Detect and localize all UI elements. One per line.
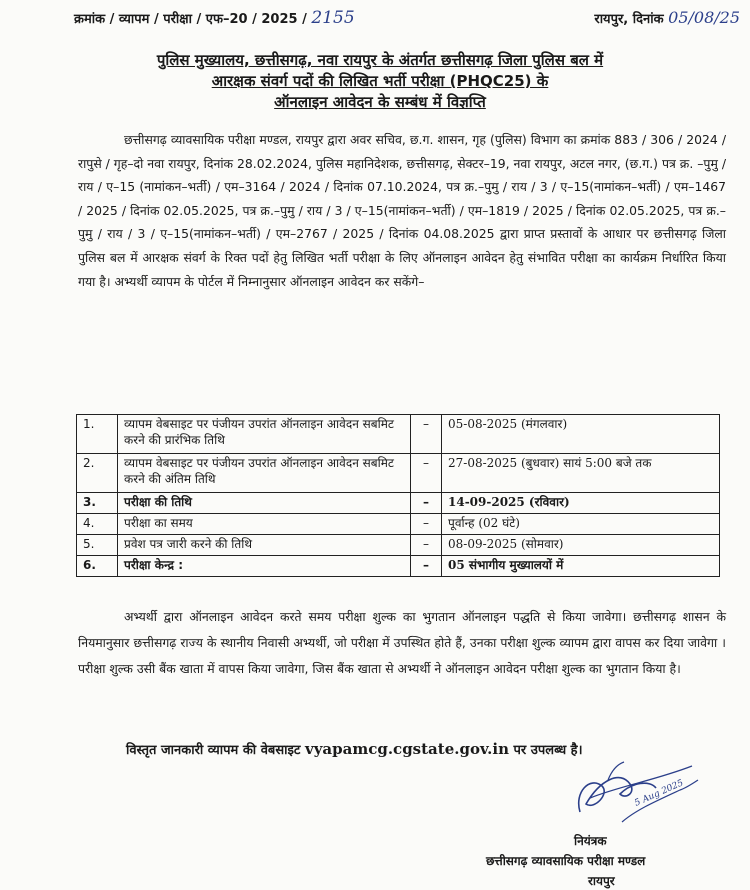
schedule-table (76, 414, 720, 577)
row-label: परीक्षा की तिथि (118, 493, 411, 514)
row-number: 2. (77, 454, 118, 493)
notice-title (40, 50, 720, 113)
row-dash: – (411, 556, 442, 577)
city-name: रायपुर (588, 874, 615, 888)
reference-prefix: क्रमांक / व्यापम / परीक्षा / एफ–20 / 2025 / (74, 12, 307, 27)
row-dash: – (411, 454, 442, 493)
intro-paragraph (78, 128, 726, 293)
website-info-prefix: विस्तृत जानकारी व्यापम की वेबसाइट (126, 743, 301, 758)
fee-paragraph-text: अभ्यर्थी द्वारा ऑनलाइन आवेदन करते समय परीक्षा शुल्क का भुगतान ऑनलाइन पद्धति से किया जावेगा। छत्तीसगढ़ शासन के नियमानुसार छत्तीसगढ़ राज्य के स्थानीय निवासी अभ्यर्थी, जो परीक्षा में उपस्थित होते हैं, उनका परीक्षा शुल्क व्यापम द्वारा वापस कर दिया जावेगा । परीक्षा शुल्क उसी बैंक खाता में वापस किया जावेगा, जिस बैंक खाता से अभ्यर्थी ने ऑनलाइन आवेदन परीक्षा शुल्क का भुगतान किया है। (78, 609, 726, 676)
website-info-suffix: पर उपलब्ध है। (513, 743, 583, 758)
table-row (77, 493, 720, 514)
row-label: व्यापम वेबसाइट पर पंजीयन उपरांत ऑनलाइन आवेदन सबमिट करने की प्रारंभिक तिथि (118, 415, 411, 454)
controller-signature (560, 740, 710, 830)
row-number: 3. (77, 493, 118, 514)
row-value: 27-08-2025 (बुधवार) सायं 5:00 बजे तक (442, 454, 720, 493)
row-label: व्यापम वेबसाइट पर पंजीयन उपरांत ऑनलाइन आवेदन सबमिट करने की अंतिम तिथि (118, 454, 411, 493)
fee-paragraph (78, 604, 726, 682)
row-value: 05-08-2025 (मंगलवार) (442, 415, 720, 454)
row-dash: – (411, 415, 442, 454)
table-row (77, 514, 720, 535)
intro-paragraph-text: छत्तीसगढ़ व्यावसायिक परीक्षा मण्डल, रायपुर द्वारा अवर सचिव, छ.ग. शासन, गृह (पुलिस) विभाग का क्रमांक 883 / 306 / 2024 / रापुसे / गृह–दो नवा रायपुर, दिनांक 28.02.2024, पुलिस महानिदेशक, छत्तीसगढ़, सेक्टर–19, नवा रायपुर, अटल नगर, (छ.ग.) पत्र क्र. –पुमु / राय / ए–15 (नामांकन–भर्ती) / एम–3164 / 2024 / दिनांक 07.10.2024, पत्र क्र.–पुमु / राय / 3 / ए–15(नामांकन–भर्ती) / एम–1467 / 2025 / दिनांक 02.05.2025, पत्र क्र.–पुमु / राय / 3 / ए–15(नामांकन–भर्ती) / एम–1819 / 2025 / दिनांक 02.05.2025, पत्र क्र.–पुमु / राय / 3 / ए–15(नामांकन–भर्ती) / एम–2767 / 2025 / दिनांक 04.08.2025 द्वारा प्राप्त प्रस्तावों के आधार पर छत्तीसगढ़ जिला पुलिस बल में आरक्षक संवर्ग के रिक्त पदों हेतु लिखित भर्ती परीक्षा के लिए ऑनलाइन आवेदन हेतु संभावित परीक्षा का कार्यक्रम निर्धारित किया गया है। अभ्यर्थी व्यापम के पोर्टल में निम्नानुसार ऑनलाइन आवेदन कर सकेंगे– (78, 132, 726, 289)
table-row (77, 454, 720, 493)
title-line-3: ऑनलाइन आवेदन के सम्बंध में विज्ञप्ति (274, 93, 486, 111)
place-date-prefix: रायपुर, दिनांक (594, 12, 664, 27)
website-link[interactable]: vyapamcg.cgstate.gov.in (304, 740, 509, 758)
designation: नियंत्रक (574, 834, 607, 848)
row-dash: – (411, 535, 442, 556)
row-number: 4. (77, 514, 118, 535)
row-label: परीक्षा का समय (118, 514, 411, 535)
organization-name: छत्तीसगढ़ व्यावसायिक परीक्षा मण्डल (486, 854, 646, 868)
row-value: 05 संभागीय मुख्यालयों में (442, 556, 720, 577)
row-label: परीक्षा केन्द्र : (118, 556, 411, 577)
row-number: 5. (77, 535, 118, 556)
row-value: पूर्वान्ह (02 घंटे) (442, 514, 720, 535)
table-row (77, 535, 720, 556)
place-date (594, 8, 740, 27)
title-line-1: पुलिस मुख्यालय, छत्तीसगढ़, नवा रायपुर के अंतर्गत छत्तीसगढ़ जिला पुलिस बल में (156, 51, 604, 69)
row-label: प्रवेश पत्र जारी करने की तिथि (118, 535, 411, 556)
website-info (126, 740, 583, 758)
reference-handwritten-number: 2155 (311, 8, 355, 28)
table-row (77, 556, 720, 577)
signature-date: 5 Aug 2025 (633, 778, 686, 809)
reference-number (74, 8, 355, 28)
row-dash: – (411, 514, 442, 535)
row-number: 6. (77, 556, 118, 577)
title-line-2: आरक्षक संवर्ग पदों की लिखित भर्ती परीक्षा (PHQC25) के (211, 72, 549, 90)
table-row (77, 415, 720, 454)
row-value: 08-09-2025 (सोमवार) (442, 535, 720, 556)
row-number: 1. (77, 415, 118, 454)
handwritten-date: 05/08/25 (668, 8, 740, 27)
row-value: 14-09-2025 (रविवार) (442, 493, 720, 514)
row-dash: – (411, 493, 442, 514)
